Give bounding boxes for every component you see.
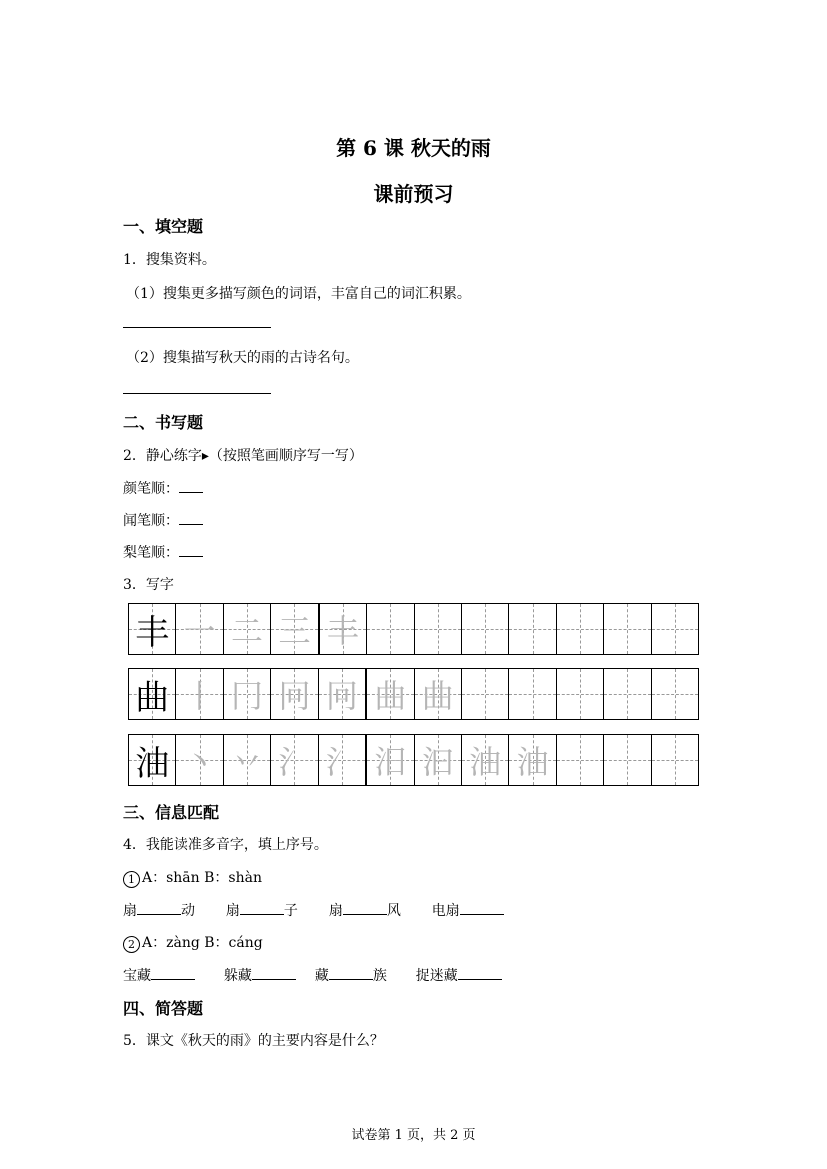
word-fragment: 族 (372, 968, 387, 984)
practice-cell[interactable] (365, 735, 413, 785)
stroke-glyph: 丰 (326, 612, 359, 650)
practice-cell[interactable] (461, 669, 508, 719)
stroke-glyph: 丨 (183, 677, 216, 715)
practice-cell[interactable] (365, 669, 413, 719)
q4-stem: 4．我能读准多音字，填上序号。 (123, 837, 328, 853)
word-fragment: 风 (386, 903, 401, 919)
practice-cell[interactable] (651, 604, 698, 654)
q1-part2: （2）搜集描写秋天的雨的古诗名句。 (126, 350, 359, 366)
page-subtitle: 课前预习 (373, 182, 454, 206)
model-character (129, 604, 175, 654)
practice-cell[interactable] (175, 735, 222, 785)
practice-cell[interactable] (318, 604, 366, 654)
word-fragment: 躲藏 (223, 968, 252, 984)
writing-grid-row-qu (128, 668, 699, 720)
practice-cell[interactable] (603, 735, 650, 785)
section-matching: 三、信息匹配 (123, 803, 220, 822)
model-character (129, 669, 175, 719)
practice-cell[interactable] (366, 604, 413, 654)
practice-cell[interactable] (414, 735, 461, 785)
practice-cell[interactable] (461, 604, 508, 654)
writing-grid-row-feng (128, 603, 699, 655)
practice-cell[interactable] (603, 669, 650, 719)
practice-cell[interactable] (270, 735, 317, 785)
pinyin-options-cang: A：zàng B：cáng (142, 935, 263, 951)
fill-blank[interactable] (252, 965, 296, 980)
q2-stem: 2．静心练字▸（按照笔画顺序写一写） (123, 448, 363, 464)
practice-cell[interactable] (508, 735, 555, 785)
answer-line-q1-part2[interactable] (123, 393, 271, 394)
stroke-label-yan: 颜笔顺： (123, 481, 179, 497)
stroke-glyph: 汨 (374, 743, 407, 781)
fill-blank[interactable] (343, 900, 387, 915)
stroke-glyph: 冋 (278, 677, 311, 715)
practice-cell[interactable] (603, 604, 650, 654)
fill-blank[interactable] (460, 900, 504, 915)
stroke-glyph: 氵 (278, 743, 311, 781)
answer-line-q1-part1[interactable] (123, 327, 271, 328)
q4-group2-label (123, 932, 263, 953)
model-glyph: 曲 (135, 677, 170, 718)
fill-blank[interactable] (329, 965, 373, 980)
writing-grid-row-you (128, 734, 699, 786)
practice-cell[interactable] (461, 735, 508, 785)
model-character (129, 735, 175, 785)
q1-stem: 1．搜集资料。 (123, 252, 216, 268)
stroke-glyph: 丷 (231, 743, 264, 781)
fill-blank[interactable] (458, 965, 502, 980)
q1-part1: （1）搜集更多描写颜色的词语，丰富自己的词汇积累。 (126, 286, 471, 302)
stroke-glyph: 曲 (374, 677, 407, 715)
stroke-glyph: 油 (469, 743, 502, 781)
section-fill-in: 一、填空题 (123, 217, 204, 236)
practice-cell[interactable] (175, 604, 222, 654)
practice-cell[interactable] (175, 669, 222, 719)
word-fragment: 扇 (123, 903, 137, 919)
stroke-label-li: 梨笔顺： (123, 545, 179, 561)
word-fragment: 扇 (225, 903, 240, 919)
circled-number-1: 1 (123, 871, 140, 888)
circled-number-2: 2 (123, 936, 140, 953)
stroke-glyph: 一 (183, 612, 216, 650)
word-fragment: 扇 (328, 903, 343, 919)
practice-cell[interactable] (556, 604, 603, 654)
page-title: 第 6 课 秋天的雨 (336, 136, 491, 160)
pinyin-options-shan: A：shān B：shàn (142, 870, 262, 886)
fill-blank[interactable] (151, 965, 195, 980)
practice-cell[interactable] (556, 735, 603, 785)
q4-group1-label (123, 867, 262, 888)
q4-group1-items (123, 900, 504, 920)
practice-cell[interactable] (270, 669, 317, 719)
practice-cell[interactable] (508, 669, 555, 719)
stroke-blank-wen[interactable] (179, 510, 203, 525)
stroke-row-yan (123, 478, 203, 498)
word-fragment: 动 (181, 903, 195, 919)
word-fragment: 藏 (314, 968, 329, 984)
q3-stem: 3．写字 (123, 577, 174, 593)
practice-cell[interactable] (414, 669, 461, 719)
practice-cell[interactable] (414, 604, 461, 654)
practice-cell[interactable] (651, 735, 698, 785)
stroke-glyph: 曲 (421, 677, 454, 715)
stroke-blank-li[interactable] (179, 542, 203, 557)
word-fragment: 电扇 (431, 903, 460, 919)
stroke-glyph: 二 (231, 612, 264, 650)
stroke-glyph: 油 (516, 743, 549, 781)
q4-group2-items (123, 965, 502, 985)
stroke-glyph: 氵 (325, 743, 358, 781)
practice-cell[interactable] (651, 669, 698, 719)
q5-stem: 5．课文《秋天的雨》的主要内容是什么？ (123, 1033, 384, 1049)
practice-cell[interactable] (508, 604, 555, 654)
model-glyph: 丰 (135, 612, 170, 653)
practice-cell[interactable] (223, 735, 270, 785)
stroke-row-li (123, 542, 203, 562)
page-footer: 试卷第 1 页，共 2 页 (351, 1128, 476, 1143)
practice-cell[interactable] (556, 669, 603, 719)
stroke-glyph: 冂 (231, 677, 264, 715)
fill-blank[interactable] (137, 900, 181, 915)
practice-cell[interactable] (270, 604, 317, 654)
stroke-blank-yan[interactable] (179, 478, 203, 493)
practice-cell[interactable] (318, 735, 365, 785)
stroke-glyph: 汩 (421, 743, 454, 781)
stroke-label-wen: 闻笔顺： (123, 513, 179, 529)
word-fragment: 子 (283, 903, 298, 919)
stroke-glyph: 三 (278, 612, 311, 650)
practice-cell[interactable] (223, 669, 270, 719)
section-writing: 二、书写题 (123, 413, 204, 432)
word-fragment: 捉迷藏 (415, 968, 458, 984)
section-short-answer: 四、简答题 (123, 999, 204, 1018)
stroke-glyph: 冋 (325, 677, 358, 715)
word-fragment: 宝藏 (123, 968, 151, 984)
model-glyph: 油 (135, 743, 170, 784)
practice-cell[interactable] (223, 604, 270, 654)
stroke-glyph: 丶 (183, 743, 216, 781)
fill-blank[interactable] (240, 900, 284, 915)
stroke-row-wen (123, 510, 203, 530)
practice-cell[interactable] (318, 669, 365, 719)
